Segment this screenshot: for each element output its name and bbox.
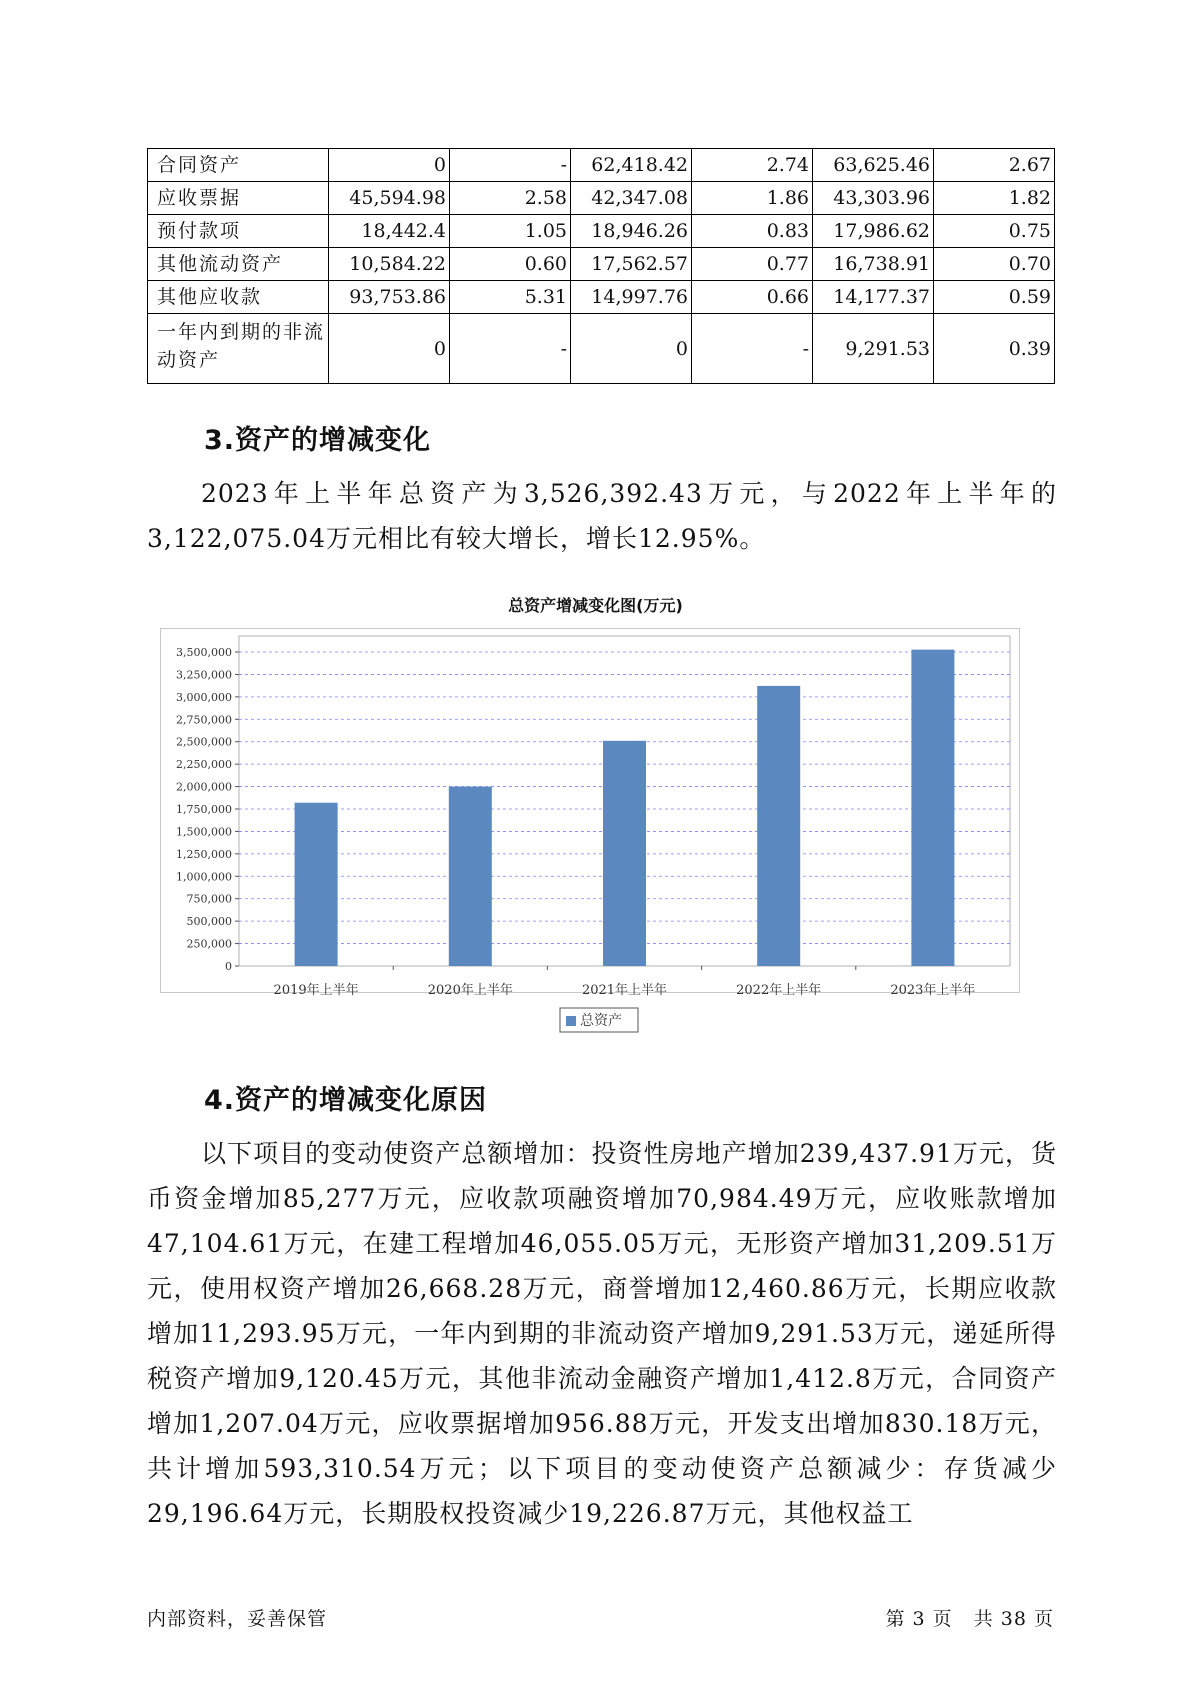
value-cell: - bbox=[450, 149, 571, 182]
value-cell: 0.59 bbox=[934, 281, 1055, 314]
value-cell: 45,594.98 bbox=[329, 182, 450, 215]
footer-left: 内部资料，妥善保管 bbox=[147, 1608, 328, 1630]
x-tick-label: 2023年上半年 bbox=[890, 983, 976, 998]
value-cell: 0.83 bbox=[692, 215, 813, 248]
row-label-cell: 其他流动资产 bbox=[148, 248, 329, 281]
y-tick-label: 3,000,000 bbox=[176, 690, 232, 704]
y-tick-label: 0 bbox=[225, 960, 232, 973]
value-cell: 1.86 bbox=[692, 182, 813, 215]
y-tick-label: 2,750,000 bbox=[176, 713, 232, 727]
value-cell: 62,418.42 bbox=[571, 149, 692, 182]
x-tick-label: 2021年上半年 bbox=[581, 983, 668, 998]
value-cell: 5.31 bbox=[450, 281, 571, 314]
value-cell: 0.77 bbox=[692, 248, 813, 281]
total-assets-bar-chart bbox=[160, 628, 1020, 1038]
value-cell: 93,753.86 bbox=[329, 281, 450, 314]
value-cell: 0 bbox=[571, 314, 692, 384]
section4-paragraph bbox=[147, 1131, 1057, 1536]
value-cell: 17,986.62 bbox=[813, 215, 934, 248]
value-cell: 1.05 bbox=[450, 215, 571, 248]
x-tick-label: 2022年上半年 bbox=[736, 983, 822, 998]
value-cell: 43,303.96 bbox=[813, 182, 934, 215]
value-cell: 14,177.37 bbox=[813, 281, 934, 314]
value-cell: 0 bbox=[329, 314, 450, 384]
row-label-cell: 一年内到期的非流动资产 bbox=[148, 314, 329, 384]
value-cell: 16,738.91 bbox=[813, 248, 934, 281]
chart-title: 总资产增减变化图(万元) bbox=[508, 596, 683, 615]
value-cell: 14,997.76 bbox=[571, 281, 692, 314]
table-row bbox=[148, 149, 1055, 182]
value-cell: 0.75 bbox=[934, 215, 1055, 248]
value-cell: 2.67 bbox=[934, 149, 1055, 182]
y-tick-label: 3,250,000 bbox=[176, 668, 232, 682]
y-tick-label: 1,500,000 bbox=[176, 825, 232, 839]
bar bbox=[603, 741, 646, 966]
y-tick-label: 750,000 bbox=[186, 892, 232, 906]
value-cell: 0.66 bbox=[692, 281, 813, 314]
value-cell: 63,625.46 bbox=[813, 149, 934, 182]
legend-swatch bbox=[566, 1016, 576, 1026]
row-label-cell: 其他应收款 bbox=[148, 281, 329, 314]
section4-heading: 4.资产的增减变化原因 bbox=[204, 1085, 488, 1116]
value-cell: 0.39 bbox=[934, 314, 1055, 384]
value-cell: 9,291.53 bbox=[813, 314, 934, 384]
asset-table-body bbox=[148, 149, 1055, 384]
row-label-cell: 预付款项 bbox=[148, 215, 329, 248]
y-tick-label: 3,500,000 bbox=[176, 646, 232, 659]
value-cell: 2.74 bbox=[692, 149, 813, 182]
y-tick-label: 1,000,000 bbox=[176, 870, 232, 884]
table-row bbox=[148, 215, 1055, 248]
value-cell: 10,584.22 bbox=[329, 248, 450, 281]
value-cell: 18,946.26 bbox=[571, 215, 692, 248]
bar bbox=[449, 787, 492, 966]
section4-text: 以下项目的变动使资产总额增加：投资性房地产增加239,437.91万元，货币资金增加85,277万元，应收款项融资增加70,984.49万元，应收账款增加47,104.61万元，在建工程增加46,055.05万元，无形资产增加31,209.51万元，使用权资产增加26,668.28万元，商誉增加12,460.86万元，长期应收款增加11,293.95万元，一年内到期的非流动资产增加9,291.53万元，递延所得税资产增加9,120.45万元，其他非流动金融资产增加1,412.8万元，合同资产增加1,207.04万元，应收票据增加956.88万元，开发支出增加830.18万元，共计增加593,310.54万元；以下项目的变动使资产总额减少：存货减少29,196.64万元，长期股权投资减少19,226.87万元，其他权益工 bbox=[147, 1139, 1057, 1528]
row-label-cell: 合同资产 bbox=[148, 149, 329, 182]
y-tick-label: 2,250,000 bbox=[176, 758, 232, 772]
section3-text: 2023年上半年总资产为3,526,392.43万元，与2022年上半年的3,122,075.04万元相比有较大增长，增长12.95%。 bbox=[147, 479, 1057, 553]
value-cell: 1.82 bbox=[934, 182, 1055, 215]
footer-page-number: 第 3 页 共 38 页 bbox=[885, 1608, 1054, 1630]
value-cell: 2.58 bbox=[450, 182, 571, 215]
legend-label: 总资产 bbox=[580, 1013, 622, 1029]
value-cell: 42,347.08 bbox=[571, 182, 692, 215]
value-cell: 0.70 bbox=[934, 248, 1055, 281]
y-tick-label: 2,000,000 bbox=[176, 780, 232, 794]
table-row bbox=[148, 248, 1055, 281]
asset-table bbox=[147, 148, 1055, 384]
bar bbox=[295, 803, 338, 966]
value-cell: 17,562.57 bbox=[571, 248, 692, 281]
value-cell: - bbox=[692, 314, 813, 384]
row-label-cell: 应收票据 bbox=[148, 182, 329, 215]
x-tick-label: 2020年上半年 bbox=[427, 983, 513, 998]
value-cell: - bbox=[450, 314, 571, 384]
value-cell: 0.60 bbox=[450, 248, 571, 281]
value-cell: 0 bbox=[329, 149, 450, 182]
bar bbox=[911, 650, 954, 966]
y-tick-label: 250,000 bbox=[186, 937, 232, 951]
section3-heading: 3.资产的增减变化 bbox=[204, 425, 432, 456]
table-row bbox=[148, 314, 1055, 384]
x-tick-label: 2019年上半年 bbox=[273, 983, 359, 998]
value-cell: 18,442.4 bbox=[329, 215, 450, 248]
bar bbox=[757, 686, 800, 966]
table-row bbox=[148, 182, 1055, 215]
y-tick-label: 1,250,000 bbox=[176, 847, 232, 861]
y-tick-label: 500,000 bbox=[186, 915, 232, 929]
y-tick-label: 2,500,000 bbox=[176, 735, 232, 749]
table-row bbox=[148, 281, 1055, 314]
section3-paragraph bbox=[147, 471, 1057, 561]
y-tick-label: 1,750,000 bbox=[176, 803, 232, 816]
